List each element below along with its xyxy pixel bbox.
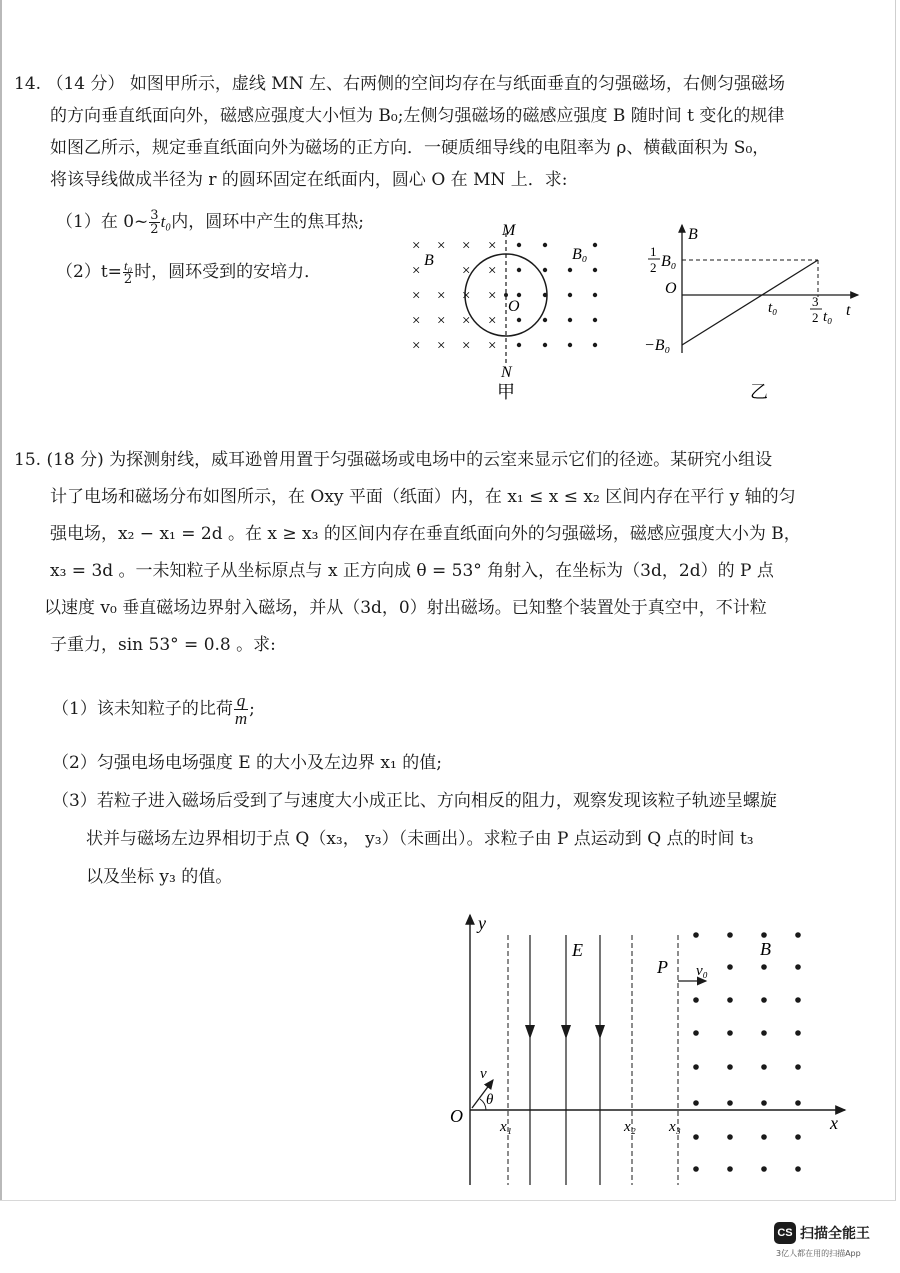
frac-den: 2 xyxy=(150,222,159,237)
label-v: v xyxy=(480,1066,487,1082)
dot-symbol xyxy=(693,1064,699,1070)
label-E: E xyxy=(572,940,583,960)
cross-symbol: × xyxy=(412,238,421,254)
dot-symbol xyxy=(795,1064,801,1070)
fraction-t0-half xyxy=(123,259,133,286)
cross-symbol: × xyxy=(488,313,497,329)
dot-symbol xyxy=(693,1100,699,1106)
label-B: B xyxy=(760,939,771,959)
dot-symbol xyxy=(568,318,572,322)
dot-symbol xyxy=(517,318,521,322)
dot-symbol xyxy=(795,964,801,970)
label-O: O xyxy=(508,298,520,315)
dot-symbol xyxy=(693,1030,699,1036)
dot-symbol xyxy=(795,1030,801,1036)
yi-half-num: 1 xyxy=(650,244,657,259)
dot-symbol xyxy=(727,1134,733,1140)
cross-symbol: × xyxy=(488,288,497,304)
q14-sub-2 xyxy=(56,259,321,286)
dot-symbol xyxy=(593,343,597,347)
figure-yi xyxy=(640,215,870,405)
cross-symbol: × xyxy=(488,338,497,354)
cross-symbol: × xyxy=(412,263,421,279)
dot-symbol xyxy=(693,932,699,938)
q14-sub2-suffix: 时，圆环受到的安培力． xyxy=(134,262,322,282)
label-x2: x₂ xyxy=(624,1119,636,1135)
label-x: x xyxy=(830,1113,838,1133)
dot-symbol xyxy=(727,997,733,1003)
dot-symbol xyxy=(693,997,699,1003)
label-theta: θ xyxy=(486,1092,494,1108)
dot-symbol xyxy=(593,243,597,247)
dot-symbol xyxy=(543,318,547,322)
frac-den: m xyxy=(234,709,248,728)
dot-symbol xyxy=(593,318,597,322)
q14-text-1: 如图甲所示，虚线 MN 左、右两侧的空间均存在与纸面垂直的匀强磁场，右侧匀强磁场 xyxy=(129,74,785,94)
dot-symbol xyxy=(543,243,547,247)
cross-symbol: × xyxy=(412,288,421,304)
dot-symbol xyxy=(727,1100,733,1106)
dot-symbol xyxy=(795,1166,801,1172)
dot-symbol xyxy=(568,268,572,272)
caption-yi: 乙 xyxy=(750,382,768,402)
q15-line-2: 计了电场和磁场分布如图所示，在 Oxy 平面（纸面）内，在 x₁ ≤ x ≤ x₂ 区间内存在平行 y 轴的匀 xyxy=(50,487,796,507)
q15-line-6: 子重力，sin 53° = 0.8 。求: xyxy=(50,635,276,655)
cross-symbol: × xyxy=(462,238,471,254)
yi-three-den: 2 xyxy=(812,310,819,325)
dot-symbol xyxy=(727,1030,733,1036)
dot-symbol xyxy=(727,932,733,938)
q15-text-1: 为探测射线，威耳逊曾用置于匀强磁场或电场中的云室来显示它们的径迹。某研究小组设 xyxy=(109,450,773,470)
e-arrow-2 xyxy=(561,1025,571,1039)
dot-symbol xyxy=(517,268,521,272)
dot-symbol xyxy=(593,268,597,272)
yi-neg-B0: −B₀ xyxy=(644,337,671,354)
cross-symbol: × xyxy=(412,313,421,329)
yi-origin: O xyxy=(665,280,677,297)
q15-sub-3-line-3: 以及坐标 y₃ 的值。 xyxy=(86,867,233,887)
q15-line-1 xyxy=(14,450,772,470)
cross-symbol: × xyxy=(462,288,471,304)
scanner-tagline: 3亿人都在用的扫描App xyxy=(776,1249,861,1258)
dot-symbol xyxy=(727,1166,733,1172)
dot-symbol xyxy=(761,997,767,1003)
dot-symbol xyxy=(517,243,521,247)
scanner-watermark xyxy=(774,1222,886,1262)
yi-axis-t: t xyxy=(846,302,851,319)
caption-jia: 甲 xyxy=(497,382,515,402)
q15-sub1-prefix: （1）该未知粒子的比荷 xyxy=(52,699,233,719)
dot-symbol xyxy=(761,932,767,938)
dot-symbol xyxy=(593,293,597,297)
label-N: N xyxy=(501,364,512,381)
figure-q15-fields xyxy=(440,905,860,1195)
cross-symbol: × xyxy=(488,238,497,254)
yi-half-den: 2 xyxy=(650,260,657,275)
dot-symbol xyxy=(693,1134,699,1140)
q14-line-1 xyxy=(14,74,785,94)
dot-symbol xyxy=(795,997,801,1003)
q14-line-4: 将该导线做成半径为 r 的圆环固定在纸面内，圆心 O 在 MN 上．求: xyxy=(50,170,568,190)
label-B0: B₀ xyxy=(572,246,588,263)
cross-symbol: × xyxy=(437,338,446,354)
dot-symbol xyxy=(761,1134,767,1140)
dot-symbol xyxy=(568,293,572,297)
scanner-logo-icon: CS xyxy=(774,1222,796,1244)
label-x1: x₁ xyxy=(500,1119,512,1135)
ring-center-point xyxy=(504,293,508,297)
scanner-app-name: 扫描全能王 xyxy=(800,1226,870,1242)
label-y: y xyxy=(478,913,486,933)
dot-symbol xyxy=(795,932,801,938)
figure-jia xyxy=(405,215,615,405)
dot-symbol xyxy=(795,1134,801,1140)
fraction-q-over-m xyxy=(234,692,248,727)
frac-num: t₀ xyxy=(123,258,133,273)
q14-points: （14 分） xyxy=(46,74,125,94)
fraction-three-halves xyxy=(149,209,159,236)
dot-symbol xyxy=(795,1100,801,1106)
q15-line-5: 以速度 v₀ 垂直磁场边界射入磁场，并从（3d，0）射出磁场。已知整个装置处于真空中，不计粒 xyxy=(44,598,767,618)
label-v0: v₀ xyxy=(696,963,708,979)
cross-symbol: × xyxy=(462,263,471,279)
dot-symbol xyxy=(543,268,547,272)
frac-den: 2 xyxy=(123,272,133,287)
yi-half-B0: B₀ xyxy=(661,253,677,270)
label-x3: x₃ xyxy=(669,1119,681,1135)
q15-sub1-suffix: ; xyxy=(249,699,255,719)
yi-three-num: 3 xyxy=(812,294,819,309)
q15-points: (18 分) xyxy=(46,450,104,470)
label-P: P xyxy=(657,957,668,977)
dot-symbol xyxy=(761,1064,767,1070)
q15-line-3: 强电场，x₂ − x₁ = 2d 。在 x ≥ x₃ 的区间内存在垂直纸面向外的匀强磁场，磁感应强度大小为 B， xyxy=(50,524,801,544)
cross-symbol: × xyxy=(488,263,497,279)
dot-symbol xyxy=(727,964,733,970)
dot-symbol xyxy=(568,343,572,347)
dot-symbol xyxy=(727,1064,733,1070)
frac-num: 3 xyxy=(150,208,159,223)
q15-line-4: x₃ = 3d 。一未知粒子从坐标原点与 x 正方向成 θ = 53° 角射入，在坐标为（3d，2d）的 P 点 xyxy=(50,561,774,581)
label-origin-O: O xyxy=(450,1106,463,1126)
q14-sub1-prefix: （1）在 0~ xyxy=(56,212,149,232)
cross-symbol: × xyxy=(462,313,471,329)
cross-symbol: × xyxy=(462,338,471,354)
cross-symbol: × xyxy=(437,238,446,254)
dot-symbol xyxy=(761,964,767,970)
frac-num: q xyxy=(234,692,248,710)
dot-symbol xyxy=(693,1166,699,1172)
q15-sub-2: （2）匀强电场电场强度 E 的大小及左边界 x₁ 的值; xyxy=(52,753,442,773)
yi-axis-B: B xyxy=(688,226,698,243)
q15-sub-1 xyxy=(52,692,255,727)
q14-number: 14. xyxy=(14,74,42,94)
q14-line-2: 的方向垂直纸面向外，磁感应强度大小恒为 B₀;左侧匀强磁场的磁感应强度 B 随时间 t 变化的规律 xyxy=(50,106,785,126)
yi-b-line xyxy=(682,260,818,345)
q14-sub1-t0: t₀ xyxy=(160,212,172,231)
cross-symbol: × xyxy=(437,313,446,329)
dot-symbol xyxy=(761,1100,767,1106)
label-M: M xyxy=(502,222,516,239)
q15-number: 15. xyxy=(14,450,42,470)
dot-symbol xyxy=(517,343,521,347)
q14-sub1-suffix: 内，圆环中产生的焦耳热; xyxy=(171,212,364,232)
q14-sub-1 xyxy=(56,209,364,236)
dot-symbol xyxy=(517,293,521,297)
e-arrow-3 xyxy=(595,1025,605,1039)
dot-symbol xyxy=(543,343,547,347)
q15-sub-3-line-2: 状并与磁场左边界相切于点 Q（x₃， y₃）（未画出）。求粒子由 P 点运动到 Q 点的时间 t₃ xyxy=(86,829,754,849)
label-B: B xyxy=(424,252,434,269)
dot-symbol xyxy=(761,1030,767,1036)
magnetic-dot-field xyxy=(693,932,801,1172)
cross-symbol: × xyxy=(412,338,421,354)
q15-sub-3-line-1: （3）若粒子进入磁场后受到了与速度大小成正比、方向相反的阻力，观察发现该粒子轨迹呈螺旋 xyxy=(52,791,777,811)
q14-sub2-prefix: （2）t= xyxy=(56,262,122,282)
e-arrow-1 xyxy=(525,1025,535,1039)
yi-t0: t₀ xyxy=(768,300,778,316)
q14-line-3: 如图乙所示，规定垂直纸面向外为磁场的正方向．一硬质细导线的电阻率为 ρ、横截面积为 S₀， xyxy=(50,138,770,158)
dot-symbol xyxy=(761,1166,767,1172)
yi-three-t0: t₀ xyxy=(823,309,833,325)
cross-symbol: × xyxy=(437,288,446,304)
